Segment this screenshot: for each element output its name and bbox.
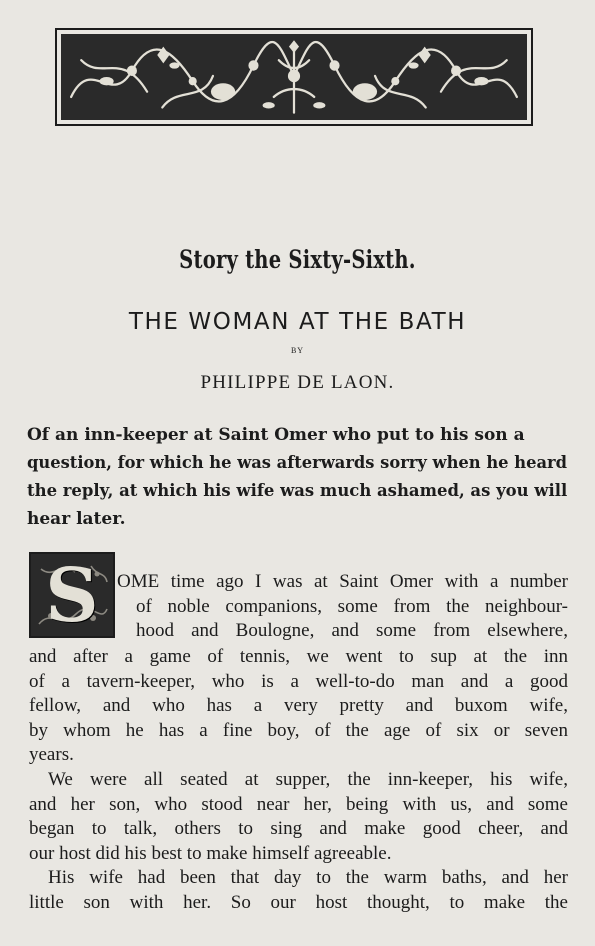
- story-title: THE WOMAN AT THE BATH: [128, 309, 467, 335]
- body-line: and after a game of tennis, we went to sup at the inn: [29, 646, 568, 667]
- paragraph-3: [29, 866, 568, 915]
- body-line: fellow, and who has a very pretty and buxom wife,: [29, 695, 568, 716]
- argument-line: the reply, at which his wife was much ashamed, as you will: [27, 481, 568, 501]
- decorated-initial: [29, 552, 115, 638]
- paragraph-2: [29, 768, 568, 866]
- author-name: PHILIPPE DE LAON.: [200, 372, 395, 393]
- body-line: little son with her. So our host thought, to make the: [29, 891, 568, 913]
- headpiece-background: [61, 34, 527, 120]
- body-line: years.: [29, 744, 74, 765]
- argument-line: Of an inn-keeper at Saint Omer who put to his son a: [27, 425, 525, 445]
- body-line: by whom he has a fine boy, of the age of six or seven: [29, 719, 568, 741]
- body-line: hood and Boulogne, and some from elsewhere,: [136, 620, 568, 641]
- byline-label: BY: [290, 346, 305, 355]
- paragraph-1-capped: [117, 570, 568, 644]
- body-line: We were all seated at supper, the inn-keeper, his wife,: [48, 769, 568, 790]
- ornamental-headpiece: [55, 28, 533, 126]
- paragraph-1: [29, 645, 568, 768]
- floral-scroll-ornament-icon: [61, 34, 527, 120]
- body-line: our host did his best to make himself agreeable.: [29, 842, 392, 864]
- argument-line: hear later.: [27, 509, 126, 529]
- story-number-heading: Story the Sixty-Sixth.: [179, 245, 416, 274]
- body-line: His wife had been that day to the warm baths, and her: [48, 867, 568, 888]
- body-line: of noble companions, some from the neighbour-: [136, 595, 568, 617]
- body-line: began to talk, others to sing and make good cheer, and: [29, 818, 568, 839]
- body-line: and her son, who stood near her, being with us, and some: [29, 793, 568, 815]
- body-line: of a tavern-keeper, who is a well-to-do man and a good: [29, 670, 568, 692]
- initial-letter: S: [45, 553, 99, 638]
- story-argument: [27, 421, 567, 533]
- argument-line: question, for which he was afterwards sorry when he heard: [27, 453, 568, 473]
- body-line: OME time ago I was at Saint Omer with a number: [117, 571, 568, 592]
